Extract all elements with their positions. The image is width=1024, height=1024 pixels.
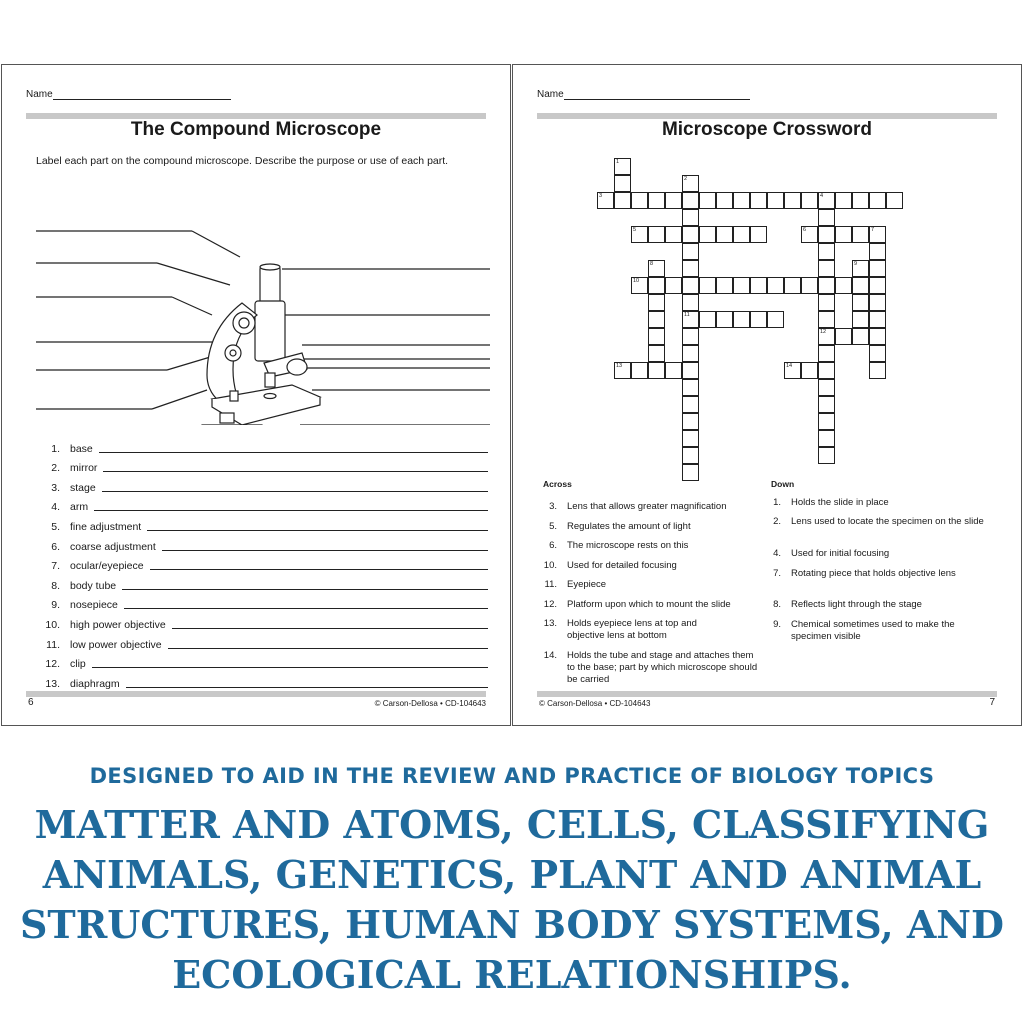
clue-across: 14. Holds the tube and stage and attaches them to the base; part by which microscope should be carried	[543, 650, 758, 685]
clue-across: 10. Used for detailed focusing	[543, 560, 677, 571]
crossword-cell[interactable]	[699, 277, 716, 294]
answer-line[interactable]	[103, 471, 488, 472]
crossword-cell[interactable]	[665, 277, 682, 294]
crossword-cell[interactable]	[699, 226, 716, 243]
crossword-cell[interactable]	[682, 413, 699, 430]
crossword-cell[interactable]	[648, 226, 665, 243]
clue-down: 9. Chemical sometimes used to make the specimen visible	[773, 619, 955, 642]
crossword-cell[interactable]	[614, 362, 631, 379]
crossword-cell[interactable]	[682, 379, 699, 396]
list-item: 2. mirror	[38, 455, 488, 475]
clue-across: 6. The microscope rests on this	[549, 540, 689, 551]
crossword-cell[interactable]	[682, 260, 699, 277]
crossword-cell[interactable]	[801, 277, 818, 294]
crossword-cell[interactable]	[716, 226, 733, 243]
crossword-cell[interactable]	[648, 294, 665, 311]
banner-line: ANIMALS, GENETICS, PLANT AND ANIMAL	[42, 852, 982, 897]
crossword-cell[interactable]	[869, 294, 886, 311]
clue-across: 12. Platform upon which to mount the slide	[543, 599, 731, 610]
crossword-cell[interactable]	[648, 311, 665, 328]
name-label: Name	[26, 89, 53, 100]
crossword-cell[interactable]	[682, 447, 699, 464]
crossword-cell[interactable]	[869, 192, 886, 209]
page-number: 6	[28, 697, 34, 708]
clue-number: 4	[820, 193, 824, 199]
crossword-cell[interactable]	[818, 243, 835, 260]
name-field	[26, 89, 231, 100]
clue-down: 8. Reflects light through the stage	[773, 599, 922, 610]
banner-line: STRUCTURES, HUMAN BODY SYSTEMS, AND	[19, 902, 1004, 947]
crossword-cell[interactable]	[869, 362, 886, 379]
crossword-cell[interactable]	[682, 396, 699, 413]
microscope-illustration	[2, 185, 512, 425]
crossword-cell[interactable]	[767, 192, 784, 209]
clue-down: 2. Lens used to locate the specimen on the slide	[773, 516, 984, 527]
crossword-cell[interactable]	[665, 192, 682, 209]
clue-number: 11	[684, 312, 690, 318]
crossword-cell[interactable]	[852, 311, 869, 328]
crossword-cell[interactable]	[835, 192, 852, 209]
crossword-cell[interactable]	[886, 192, 903, 209]
crossword-cell[interactable]	[818, 345, 835, 362]
crossword-cell[interactable]	[869, 260, 886, 277]
clue-number: 2	[684, 176, 688, 182]
crossword-cell[interactable]	[852, 226, 869, 243]
crossword-cell[interactable]	[869, 311, 886, 328]
answer-line[interactable]	[92, 667, 488, 668]
page-title: The Compound Microscope	[130, 119, 382, 140]
list-item: 4. arm	[38, 494, 488, 514]
crossword-cell[interactable]	[869, 226, 886, 243]
clue-number: 14	[786, 363, 793, 369]
crossword-cell[interactable]	[869, 328, 886, 345]
answer-line[interactable]	[147, 530, 488, 531]
clue-across: 13. Holds eyepiece lens at top and objective lens at bottom	[543, 618, 697, 641]
list-item: 6. coarse adjustment	[38, 533, 488, 553]
footer-divider	[26, 691, 486, 697]
crossword-cell[interactable]	[818, 430, 835, 447]
crossword-cell[interactable]	[597, 192, 614, 209]
crossword-cell[interactable]	[648, 328, 665, 345]
crossword-cell[interactable]	[869, 243, 886, 260]
crossword-cell[interactable]	[614, 158, 631, 175]
clue-number: 5	[633, 227, 637, 233]
crossword-cell[interactable]	[699, 311, 716, 328]
crossword-cell[interactable]	[835, 277, 852, 294]
crossword-cell[interactable]	[818, 311, 835, 328]
clue-across: 11. Eyepiece	[544, 579, 607, 590]
crossword-cell[interactable]	[852, 328, 869, 345]
clue-down: 7. Rotating piece that holds objective lens	[773, 568, 956, 579]
answer-line[interactable]	[150, 569, 488, 570]
crossword-cell[interactable]	[750, 192, 767, 209]
crossword-cell[interactable]	[682, 294, 699, 311]
crossword-cell[interactable]	[852, 192, 869, 209]
instructions: Label each part on the compound microscope. Describe the purpose or use of each part.	[36, 155, 449, 167]
crossword-cell[interactable]	[682, 430, 699, 447]
clue-down: 4. Used for initial focusing	[773, 548, 890, 559]
crossword-cell[interactable]	[614, 192, 631, 209]
crossword-cell[interactable]	[869, 345, 886, 362]
crossword-cell[interactable]	[750, 277, 767, 294]
crossword-cell[interactable]	[716, 192, 733, 209]
crossword-cell[interactable]	[835, 328, 852, 345]
crossword-cell[interactable]	[733, 277, 750, 294]
crossword-cell[interactable]	[767, 277, 784, 294]
crossword-cell[interactable]	[648, 277, 665, 294]
list-item: 10. high power objective	[38, 611, 488, 631]
crossword-cell[interactable]	[733, 311, 750, 328]
crossword-cell[interactable]	[818, 362, 835, 379]
clue-number: 6	[803, 227, 807, 233]
list-item: 12. clip	[38, 651, 488, 671]
clue-number: 3	[599, 193, 603, 199]
crossword-cell[interactable]	[716, 277, 733, 294]
list-item: 1. base	[38, 435, 488, 455]
crossword-cell[interactable]	[682, 328, 699, 345]
down-heading: Down	[771, 479, 795, 489]
crossword-cell[interactable]	[699, 192, 716, 209]
crossword-cell[interactable]	[648, 362, 665, 379]
crossword-cell[interactable]	[801, 192, 818, 209]
page-title: Microscope Crossword	[661, 119, 873, 140]
crossword-cell[interactable]	[818, 294, 835, 311]
crossword-cell[interactable]	[818, 192, 835, 209]
list-item: 9. nosepiece	[38, 592, 488, 612]
list-item: 11. low power objective	[38, 631, 488, 651]
crossword-cell[interactable]	[631, 362, 648, 379]
crossword-cell[interactable]	[869, 277, 886, 294]
name-label: Name	[537, 89, 564, 100]
crossword-cell[interactable]	[818, 447, 835, 464]
copyright-footer: © Carson-Dellosa • CD-104643	[539, 699, 651, 708]
across-heading: Across	[543, 479, 572, 489]
crossword-cell[interactable]	[682, 175, 699, 192]
crossword-cell[interactable]	[835, 226, 852, 243]
crossword-cell[interactable]	[852, 260, 869, 277]
crossword-cell[interactable]	[818, 260, 835, 277]
clue-across: 5. Regulates the amount of light	[549, 521, 691, 532]
crossword-cell[interactable]	[801, 362, 818, 379]
clue-number: 9	[854, 261, 858, 267]
clue-number: 12	[820, 329, 827, 335]
crossword-cell[interactable]	[818, 413, 835, 430]
list-item: 13. diaphragm	[38, 670, 488, 690]
crossword-cell[interactable]	[682, 243, 699, 260]
crossword-cell[interactable]	[767, 311, 784, 328]
crossword-cell[interactable]	[852, 277, 869, 294]
crossword-grid	[513, 65, 1023, 505]
crossword-cell[interactable]	[733, 226, 750, 243]
answer-line[interactable]	[122, 589, 488, 590]
list-item: 5. fine adjustment	[38, 513, 488, 533]
crossword-cell[interactable]	[784, 362, 801, 379]
crossword-cell[interactable]	[682, 209, 699, 226]
clue-number: 1	[616, 159, 620, 165]
crossword-cell[interactable]	[682, 192, 699, 209]
answer-line[interactable]	[168, 648, 488, 649]
crossword-cell[interactable]	[682, 362, 699, 379]
crossword-cell[interactable]	[631, 277, 648, 294]
banner-subtitle: DESIGNED TO AID IN THE REVIEW AND PRACTICE OF BIOLOGY TOPICS	[89, 764, 935, 788]
list-item: 3. stage	[38, 474, 488, 494]
crossword-cell[interactable]	[784, 277, 801, 294]
crossword-cell[interactable]	[818, 277, 835, 294]
clue-number: 10	[633, 278, 640, 284]
crossword-cell[interactable]	[614, 175, 631, 192]
crossword-cell[interactable]	[648, 345, 665, 362]
crossword-cell[interactable]	[852, 294, 869, 311]
crossword-cell[interactable]	[801, 226, 818, 243]
name-blank	[53, 90, 231, 100]
crossword-cell[interactable]	[665, 226, 682, 243]
copyright-footer: © Carson-Dellosa • CD-104643	[374, 699, 486, 708]
parts-list	[38, 435, 488, 690]
answer-line[interactable]	[162, 550, 488, 551]
crossword-cell[interactable]	[733, 192, 750, 209]
crossword-cell[interactable]	[818, 226, 835, 243]
answer-line[interactable]	[126, 687, 488, 688]
answer-line[interactable]	[172, 628, 488, 629]
crossword-cell[interactable]	[818, 396, 835, 413]
clue-down: 1. Holds the slide in place	[773, 497, 889, 508]
crossword-cell[interactable]	[750, 311, 767, 328]
page-number: 7	[989, 697, 995, 708]
list-item: 8. body tube	[38, 572, 488, 592]
clue-number: 7	[871, 227, 875, 233]
crossword-cell[interactable]	[631, 192, 648, 209]
crossword-cell[interactable]	[818, 328, 835, 345]
crossword-cell[interactable]	[818, 209, 835, 226]
footer-divider	[537, 691, 997, 697]
banner-line: MATTER AND ATOMS, CELLS, CLASSIFYING	[34, 802, 990, 847]
clue-number: 13	[616, 363, 623, 369]
crossword-cell[interactable]	[665, 362, 682, 379]
crossword-cell[interactable]	[750, 226, 767, 243]
list-item: 7. ocular/eyepiece	[38, 553, 488, 573]
worksheet-page-left	[1, 64, 511, 726]
crossword-cell[interactable]	[682, 464, 699, 481]
crossword-cell[interactable]	[682, 345, 699, 362]
crossword-cell[interactable]	[631, 226, 648, 243]
crossword-cell[interactable]	[784, 192, 801, 209]
crossword-cell[interactable]	[682, 311, 699, 328]
crossword-cell[interactable]	[648, 260, 665, 277]
answer-line[interactable]	[99, 452, 488, 453]
clue-number: 8	[650, 261, 654, 267]
answer-line[interactable]	[124, 608, 488, 609]
answer-line[interactable]	[94, 510, 488, 511]
crossword-cell[interactable]	[682, 226, 699, 243]
worksheet-page-right	[512, 64, 1022, 726]
clue-across: 3. Lens that allows greater magnification	[549, 501, 727, 512]
banner-line: ECOLOGICAL RELATIONSHIPS.	[172, 952, 852, 997]
crossword-cell[interactable]	[716, 311, 733, 328]
crossword-cell[interactable]	[648, 192, 665, 209]
answer-line[interactable]	[102, 491, 488, 492]
crossword-cell[interactable]	[682, 277, 699, 294]
crossword-cell[interactable]	[818, 379, 835, 396]
